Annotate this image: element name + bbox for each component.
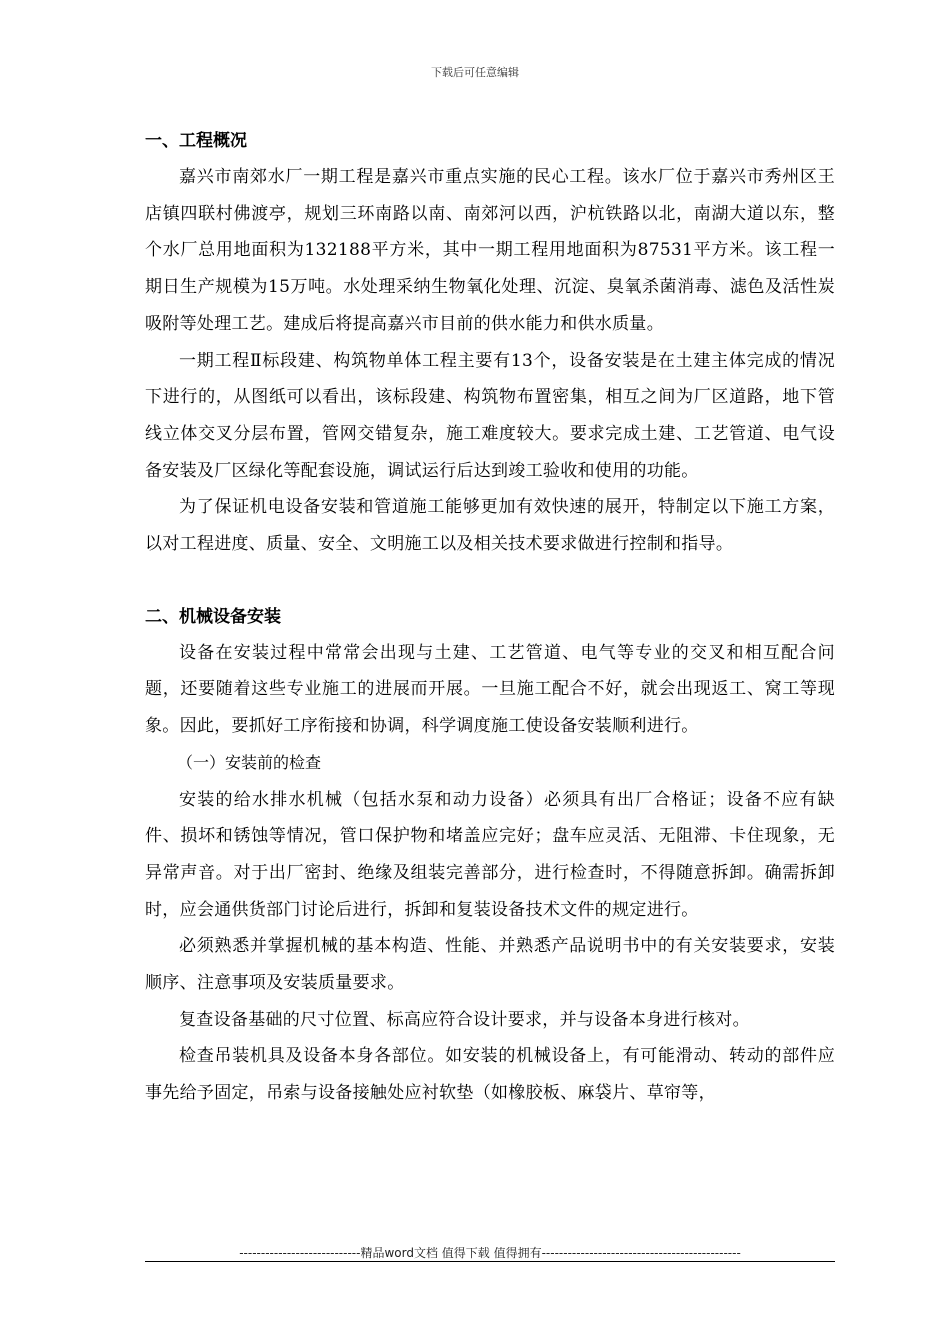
- section-1-paragraph-2: 一期工程Ⅱ标段建、构筑物单体工程主要有13个，设备安装是在土建主体完成的情况下进行的，从图纸可以看出，该标段建、构筑物布置密集，相互之间为厂区道路，地下管线立体交叉分层布置，管网交错复杂，施工难度较大。要求完成土建、工艺管道、电气设备安装及厂区绿化等配套设施，调试运行后达到竣工验收和使用的功能。: [145, 350, 835, 481]
- section-2-paragraph-2: 必须熟悉并掌握机械的基本构造、性能、并熟悉产品说明书中的有关安装要求，安装顺序、注意事项及安装质量要求。: [145, 936, 835, 994]
- section-2-paragraph-3: 复查设备基础的尺寸位置、标高应符合设计要求，并与设备本身进行核对。: [179, 1009, 750, 1030]
- section-2-paragraph-1: 安装的给水排水机械（包括水泵和动力设备）必须具有出厂合格证；设备不应有缺件、损坏和锈蚀等情况，管口保护物和堵盖应完好；盘车应灵活、无阻滞、卡住现象，无异常声音。对于出厂密封、绝缘及组装完善部分，进行检查时，不得随意拆卸。确需拆卸时，应会通供货部门讨论后进行，拆卸和复装设备技术文件的规定进行。: [145, 789, 835, 920]
- section-1-paragraph-3: 为了保证机电设备安装和管道施工能够更加有效快速的展开，特制定以下施工方案，以对工程进度、质量、安全、文明施工以及相关技术要求做进行控制和指导。: [145, 497, 835, 555]
- section-1-paragraph-1: 嘉兴市南郊水厂一期工程是嘉兴市重点实施的民心工程。该水厂位于嘉兴市秀州区王店镇四联村佛渡亭，规划三环南路以南、南郊河以西，沪杭铁路以北，南湖大道以东，整个水厂总用地面积为132188平方米，其中一期工程用地面积为87531平方米。该工程一期日生产规模为15万吨。水处理采纳生物氧化处理、沉淀、臭氧杀菌消毒、滤色及活性炭吸附等处理工艺。建成后将提高嘉兴市目前的供水能力和供水质量。: [145, 167, 835, 334]
- page-footer: ----------------------------精品word文档 值得下载 值得拥有----------------------------------------------: [239, 1246, 741, 1260]
- document-body: [145, 123, 835, 1112]
- section-2-paragraph-4: 检查吊装机具及设备本身各部位。如安装的机械设备上，有可能滑动、转动的部件应事先给予固定，吊索与设备接触处应衬软垫（如橡胶板、麻袋片、草帘等，: [145, 1046, 835, 1104]
- section-gap: [145, 563, 835, 599]
- footer-rule: [145, 1261, 835, 1262]
- section-2-subheading: （一）安装前的检查: [177, 752, 322, 772]
- page-header: 下载后可任意编辑: [431, 66, 519, 79]
- section-2-heading: 二、机械设备安装: [145, 606, 281, 627]
- section-1-heading: 一、工程概况: [145, 131, 247, 151]
- section-2-intro: 设备在安装过程中常常会出现与土建、工艺管道、电气等专业的交叉和相互配合问题，还要随着这些专业施工的进展而开展。一旦施工配合不好，就会出现返工、窝工等现象。因此，要抓好工序衔接和协调，科学调度施工使设备安装顺利进行。: [145, 642, 835, 737]
